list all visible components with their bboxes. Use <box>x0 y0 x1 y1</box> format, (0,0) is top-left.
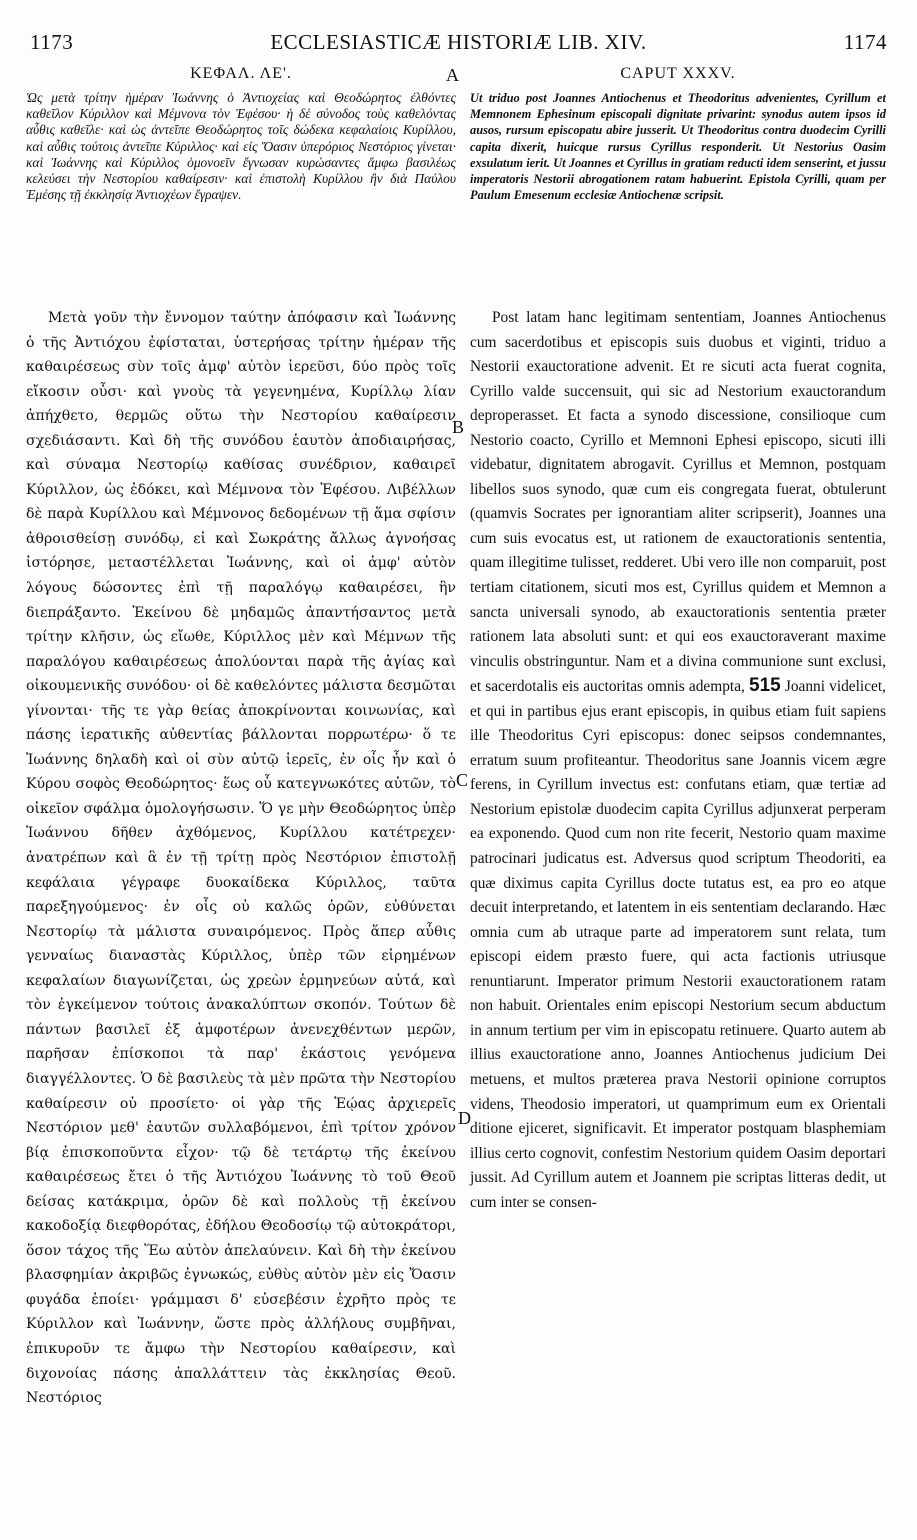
latin-body-text <box>470 306 886 1215</box>
latin-body-part-1: Post latam hanc legitimam sententiam, Joannes Antiochenus cum sacerdotibus et episcopis suis duobus et viginti, triduo a Nestorii exauctoratione advenit. Et re sicuti acta fuerat cognita, Cyrillo valde succensuit, qui sic ad Nestorium exauctorandum deproperasset. Et facta a synodo discessione, consilioque cum Nestorio coacto, Cyrillo et Memnoni Ephesi episcopo, sicuti illi videbatur, dignitatem abrogavit. Cyrillus et Memnon, postquam libellos suos synodo, quæ cum eis congregata fuerat, obtulerunt (quamvis Socrates per ignorantiam aliter scripserit), Joannes una cum suis evocatus est, ut rationem de exauctorationis sententia, quam illegitime tulisset, redderet. Ubi vero ille non comparuit, post tertiam citationem, sicuti mos est, Cyrillus quidem et Memnon a sancta universali synodo, ab exauctorationis sententia præter rationem lata absoluti sunt: et qui eos exauctoraverant maxime vinculis obstringuntur. Nam et a divina communione sunt exclusi, et sacerdotalis eis auctoritas omnis adempta, <box>470 309 886 696</box>
margin-letter-a: A <box>446 65 459 85</box>
running-title: ECCLESIASTICÆ HISTORIÆ LIB. XIV. <box>270 30 647 54</box>
page-marker: 515 <box>749 675 781 697</box>
latin-column <box>470 62 886 1215</box>
greek-chapter-summary: Ὡς μετὰ τρίτην ἡμέραν Ἰωάννης ὁ Ἀντιοχείας καὶ Θεοδώρητος ἐλθόντες καθεῖλον Κύριλλον καὶ Μέμνονα τὸν Ἐφέσου· ἡ δὲ σύνοδος τοὺς καθελόντας αὖθις καθεῖλε· καὶ ὡς ἀντεῖπε Θεοδώρητος τοῖς δώδεκα κεφαλαίοις Κυρίλλου, καὶ αὖθις τούτοις ἀντεῖπε Κύριλλος· καὶ εἰς Ὄασιν ὑπερόριος Νεστόριος γίνεται· καὶ Ἰωάννης καὶ Κύριλλος ὁμονοεῖν ἔγνωσαν κυρώσαντες ἄμφω βασιλέως κελεύσει τὴν Νεστορίου καθαίρεσιν· καὶ ἐπιστολὴ Κυρίλλου ἣν διὰ Παύλου Ἐμέσης τῇ ἐκκλησίᾳ Ἀντιοχέων ἔγραψεν. <box>26 90 456 203</box>
page-number-right: 1174 <box>843 30 887 54</box>
margin-letter-b: B <box>452 417 465 437</box>
latin-chapter-heading: CAPUT XXXV. <box>620 65 736 82</box>
latin-chapter-summary: Ut triduo post Joannes Antiochenus et Theodoritus advenientes, Cyrillum et Memnonem Ephesinum episcopali dignitate privarint: synodus autem ipsos id ausos, rursum episcopatu abire jusserit. Ut Theodoritus contra duodecim Cyrilli capita dixerit, huicque rursus Cyrillus responderit. Ut Nestorius Oasim exsulatum ierit. Ut Joannes et Cyrillus in gratiam reducti idem senserint, et jussu imperatoris Nestorii abrogationem ratam habuerint. Epistola Cyrilli, quam per Paulum Emesenum ecclesiæ Antiochenæ scripsit. <box>470 91 886 203</box>
margin-letter-d: D <box>458 1108 471 1128</box>
page-number-left: 1173 <box>30 30 74 54</box>
greek-body-text: Μετὰ γοῦν τὴν ἔννομον ταύτην ἀπόφασιν καὶ Ἰωάννης ὁ τῆς Ἀντιόχου ἐφίσταται, ὑστερήσας τρίτην ἡμέραν τῆς καθαιρέσεως σὺν τοῖς ἀμφ' αὐτὸν ἱερεῦσι, δύο πρὸς τοῖς εἴκοσιν οὖσι· καὶ γνοὺς τὰ γεγενημένα, Κυρίλλῳ λίαν ἀπήχθετο, θερμῶς οὕτω τὴν Νεστορίου καθαίρεσιν σχεδιάσαντι. Καὶ δὴ τῆς συνόδου ἑαυτὸν ἀποδιαιρήσας, καὶ σύναμα Νεστορίῳ καθίσας συνέδριον, καθαιρεῖ Κύριλλον, ὡς ἐδόκει, καὶ Μέμνονα τὸν Ἐφέσου. Λιβέλλων δὲ παρὰ Κυρίλλου καὶ Μέμνονος δεδομένων τῇ ἅμα σφίσιν ἀθροισθείσῃ συνόδῳ, εἰ καὶ Σωκράτης ἄλλως ἀγνοήσας ἱστόρησε, μεταστέλλεται Ἰωάννης, καὶ οἱ ἀμφ' αὐτὸν λόγους δώσοντες ἐπὶ τῇ παραλόγῳ καθαιρέσει, ἣν διεπράξαντο. Ἐκείνου δὲ μηδαμῶς ἀπαντήσαντος μετὰ τρίτην κλῆσιν, ὡς εἴωθε, Κύριλλος μὲν καὶ Μέμνων τῆς παραλόγου καθαιρέσεως ἀπολύονται παρὰ τῆς ἁγίας καὶ οἰκουμενικῆς συνόδου· οἱ δὲ καθελόντες μάλιστα δεσμῶται γίνονται· τῆς τε γὰρ θείας ἀποκρίνονται κοινωνίας, καὶ πάσης ἱερατικῆς αὐθεντίας βάλλονται πορρωτέρω· ὅ τε Ἰωάννης δηλαδὴ καὶ οἱ σὺν αὐτῷ ἱερεῖς, ἐν οἷς ἦν καὶ ὁ Κύρου σοφὸς Θεοδώρητος· ἕως οὗ κατεγνωκότες αὐτῶν, τὸ οἰκεῖον σφάλμα ὁμολογήσωσιν. Ὅ γε μὴν Θεοδώρητος ὑπὲρ Ἰωάννου δῆθεν ἀχθόμενος, Κυρίλλου κατέτρεχεν· ἀνατρέπων καὶ ἃ ἐν τῇ τρίτῃ πρὸς Νεστόριον ἐπιστολῇ κεφάλαια γέγραφε δυοκαίδεκα Κύριλλος, ταῦτα παρεξηγούμενος· ἐν οἷς οὐ καλῶς ὁρῶν, εὐθύνεται Νεστορίῳ τὰ μάλιστα συναιρόμενος. Πρὸς ἅπερ αὖθις γενναίως διαναστὰς Κύριλλος, ὑπὲρ τῶν εἰρημένων κεφαλαίων διαγωνίζεται, ὡς χρεὼν ἑρμηνεύων αὐτά, καὶ τὸν ἐγκείμενον τούτοις ἀνακαλύπτων σκοπόν. Τούτων δὲ πάντων βασιλεῖ ἐξ ἀμφοτέρων ἀνενεχθέντων μερῶν, παρῆσαν ἐπίσκοποι τὰ παρ' ἑκάστοις γενόμενα διαγγέλλοντες. Ὁ δὲ βασιλεὺς τὰ μὲν πρῶτα τὴν Νεστορίου καθαίρεσιν οὐ προσίετο· οἱ γὰρ τῆς Ἑῴας ἀρχιερεῖς Νεστόριον μεθ' ἑαυτῶν συλλαβόμενοι, ἐπὶ τρίτον χρόνον βίᾳ ἐπισκοποῦντα εἶχον· τῷ δὲ τετάρτῳ τῆς ἐκείνου καθαιρέσεως ἔτει ὁ τῆς Ἀντιόχου Ἰωάννης τὸ τοῦ Θεοῦ δείσας κατάκριμα, ὁρῶν δὲ καὶ πολλοὺς τῇ ἐκείνου κακοδοξίᾳ διεφθορότας, ἐδήλου Θεοδοσίῳ τῷ αὐτοκράτορι, ὅσον τάχος τῆς Ἕω αὐτὸν ἀπελαύνειν. Καὶ δὴ τὴν ἐκείνου βλασφημίαν ἀκριβῶς ἐγνωκώς, εὐθὺς αὐτὸν μὲν εἰς Ὄασιν φυγάδα ἐποίει· γράμμασι δ' εὐσεβέσιν ἐχρῆτο πρὸς τε Κύριλλον καὶ Ἰωάννην, ὥστε πρὸς ἀλλήλους συμβῆναι, ἐπικυροῦν τε ἄμφω τὴν Νεστορίου καθαίρεσιν, καὶ διχονοίας πάσης ἀπαλλάττειν τὰς ἐκκλησίας Θεοῦ. Νεστόριος <box>26 310 456 1407</box>
margin-letter-c: C <box>456 770 469 790</box>
running-header <box>30 30 887 56</box>
latin-body-part-2: Joanni videlicet, et qui in partibus ejus erant episcopis, in quibus etiam fuit sapiens ille Theodoritus Cyri episcopus: donec seipsos condemnantes, erratum suum profiteantur. Theodoritus sane Joannis vicem ægre ferens, in Cyrillum invectus est: confutans etiam, quæ tertiæ ad Nestorium epistolæ duodecim capita Cyrillus adjunxerat perperam ea exponendo. Quod cum non rite fecerit, Nestorio quam maxime patrocinari judicatus est. Adversus quod scriptum Theodoriti, ea quæ diximus capita Cyrillus docte tutatus est, ea pro eo atque decuit interpretando, et latentem in eis sententiam declarando. Hæc omnia cum ab utraque parte ad imperatorem sunt relata, tum episcopi eidem præsto fuere, qui acta factionis utriusque renuntiarunt. Imperator primum Nestorii exauctorationem ratam non habuit. Orientales enim episcopi Nestorium secum abductum in annum tertium per vim in episcopatu retinuere. Quarto autem ab illius exauctoratione anno, Joannes Antiochenus judicium Dei metuens, et multos præterea prava Nestorii opinione corruptos videns, Theodosio imperatori, ut quamprimum eum ex Orientali ditione ejiceret, significavit. Et imperator postquam blasphemiam illius certo cognovit, confestim Nestorium quidem Oasim deportari jussit. Ad Cyrillum autem et Joannem pie scriptas litteras dedit, ut cum inter se consen- <box>470 678 886 1211</box>
greek-column <box>26 62 456 1411</box>
greek-chapter-heading: ΚΕΦΑΛ. ΛΕ'. <box>190 65 292 82</box>
